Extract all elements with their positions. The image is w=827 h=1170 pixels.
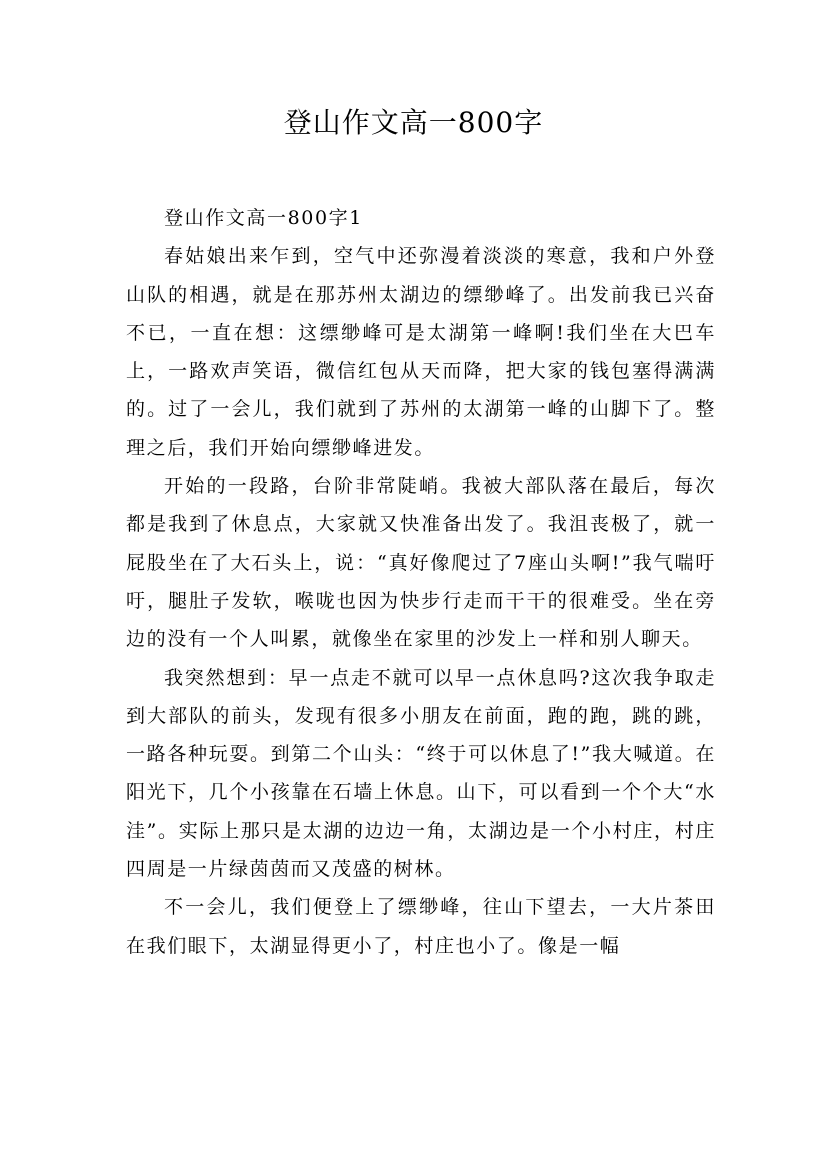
paragraph-3: 我突然想到：早一点走不就可以早一点休息吗?这次我争取走到大部队的前头，发现有很多小朋友在前面，跑的跑，跳的跳，一路各种玩耍。到第二个山头：“终于可以休息了!”我大喊道。在阳光下，几个小孩靠在石墙上休息。山下，可以看到一个个大“水洼”。实际上那只是太湖的边边一角，太湖边是一个小村庄，村庄四周是一片绿茵茵而又茂盛的树林。: [126, 666, 716, 881]
essay-subtitle: 登山作文高一800字1: [164, 207, 363, 229]
document-body: [126, 199, 716, 965]
paragraph-4: 不一会儿，我们便登上了缥缈峰，往山下望去，一大片茶田在我们眼下，太湖显得更小了，村庄也小了。像是一幅: [126, 896, 716, 957]
paragraph-1: 春姑娘出来乍到，空气中还弥漫着淡淡的寒意，我和户外登山队的相遇，就是在那苏州太湖边的缥缈峰了。出发前我已兴奋不已，一直在想：这缥缈峰可是太湖第一峰啊!我们坐在大巴车上，一路欢声笑语，微信红包从天而降，把大家的钱包塞得满满的。过了一会儿，我们就到了苏州的太湖第一峰的山脚下了。整理之后，我们开始向缥缈峰进发。: [126, 245, 716, 459]
paragraph-2: 开始的一段路，台阶非常陡峭。我被大部队落在最后，每次都是我到了休息点，大家就又快准备出发了。我沮丧极了，就一屁股坐在了大石头上，说：“真好像爬过了7座山头啊!”我气喘吁吁，腿肚子发软，喉咙也因为快步行走而干干的很难受。坐在旁边的没有一个人叫累，就像坐在家里的沙发上一样和别人聊天。: [126, 475, 716, 651]
document-title: 登山作文高一800字: [283, 106, 544, 139]
